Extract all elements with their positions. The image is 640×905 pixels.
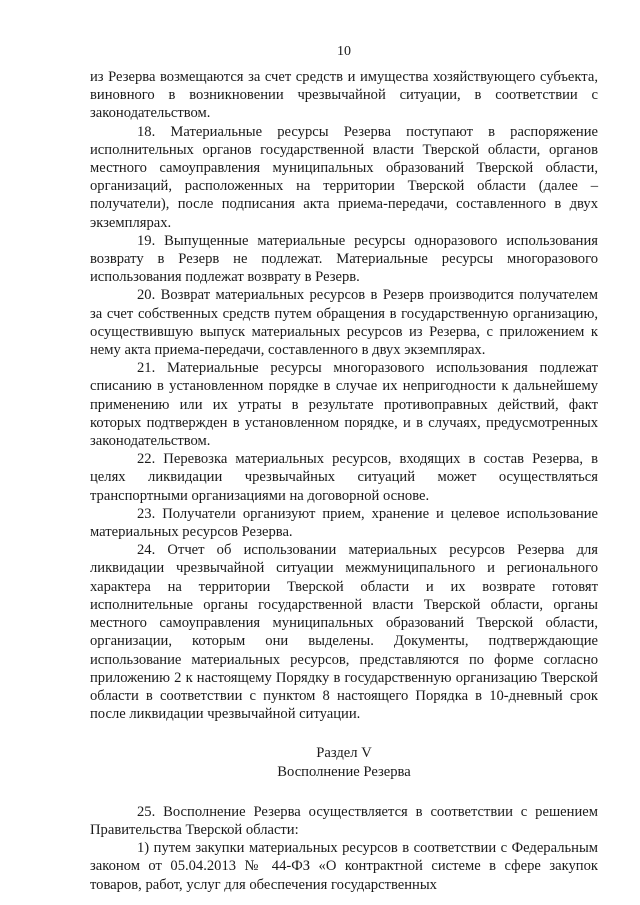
document-body	[90, 68, 598, 894]
paragraph-24: 24. Отчет об использовании материальных ресурсов Резерва для ликвидации чрезвычайной ситуации межмуниципального и регионального характера на территории Тверской области и их возврате готовят исполнительные органы государственной власти Тверской области, органы местного самоуправления муниципальных образований Тверской области, организации, которым они выделены. Документы, подтверждающие использование материальных ресурсов, представляются по форме согласно приложению 2 к настоящему Порядку в государственную организацию Тверской области в соответствии с пунктом 8 настоящего Порядка в 10-дневный срок после ликвидации чрезвычайной ситуации.	[90, 542, 598, 723]
paragraph-18: 18. Материальные ресурсы Резерва поступают в распоряжение исполнительных органов государственной власти Тверской области, органов местного самоуправления муниципальных образований Тверской области, организаций, расположенных на территории Тверской области (далее – получатели), после подписания акта приема-передачи, составленного в двух экземплярах.	[90, 123, 598, 231]
spacer	[90, 781, 598, 803]
paragraph-23: 23. Получатели организуют прием, хранение и целевое использование материальных ресурсов Резерва.	[90, 505, 598, 541]
paragraph-20: 20. Возврат материальных ресурсов в Резерв производится получателем за счет собственных средств путем обращения в государственную организацию, осуществившую выпуск материальных ресурсов из Резерва, с приложением к нему акта приема-передачи, составленного в двух экземплярах.	[90, 287, 598, 359]
page-number: 10	[337, 44, 351, 59]
document-page	[90, 0, 598, 905]
paragraph-21: 21. Материальные ресурсы многоразового использования подлежат списанию в установленном порядке в случае их непригодности к дальнейшему применению или их утраты в результате противоправных действий, факт которых подтвержден в установленном порядке, и в случаях, предусмотренных законодательством.	[90, 360, 598, 450]
paragraph-continuation: из Резерва возмещаются за счет средств и имущества хозяйствующего субъекта, виновного в возникновении чрезвычайной ситуации, в соответствии с законодательством.	[90, 69, 598, 122]
section-title: Восполнение Резерва	[277, 763, 411, 780]
paragraph-22: 22. Перевозка материальных ресурсов, входящих в состав Резерва, в целях ликвидации чрезвычайных ситуаций может осуществляться транспортными организациями на договорной основе.	[90, 451, 598, 504]
paragraph-25-item-1: 1) путем закупки материальных ресурсов в соответствии с Федеральным законом от 05.04.2013 № 44-ФЗ «О контрактной системе в сфере закупок товаров, работ, услуг для обеспечения государственных	[90, 840, 598, 893]
paragraph-19: 19. Выпущенные материальные ресурсы одноразового использования возврату в Резерв не подлежат. Материальные ресурсы многоразового использования подлежат возврату в Резерв.	[90, 232, 598, 286]
spacer	[90, 723, 598, 744]
paragraph-25: 25. Восполнение Резерва осуществляется в соответствии с решением Правительства Тверской области:	[90, 803, 598, 838]
section-number: Раздел V	[316, 745, 372, 762]
